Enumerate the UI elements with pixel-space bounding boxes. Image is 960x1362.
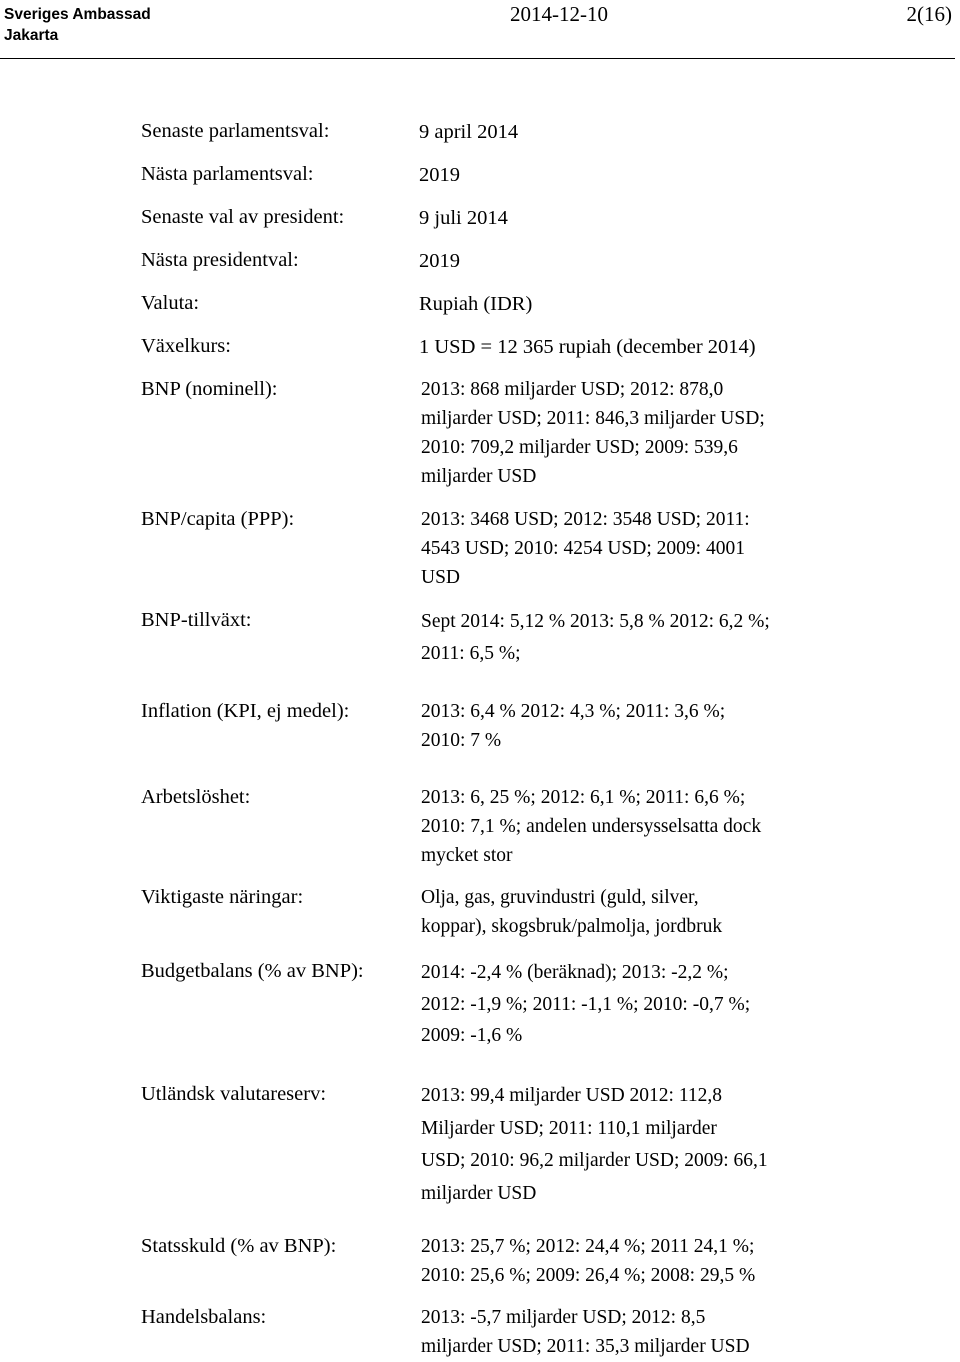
value-line: 2010: 7 % xyxy=(421,730,502,751)
value-line: miljarder USD xyxy=(421,466,537,487)
row-value: 2019 xyxy=(419,250,460,272)
row-value xyxy=(421,1232,755,1290)
page-header xyxy=(0,0,960,58)
row-label: Nästa presidentval: xyxy=(141,249,299,271)
row-value xyxy=(421,697,725,755)
org-line-1: Sveriges Ambassad xyxy=(4,6,151,23)
row-label: Statsskuld (% av BNP): xyxy=(141,1235,337,1257)
row-label: Växelkurs: xyxy=(141,335,231,357)
row-value: Rupiah (IDR) xyxy=(419,293,533,315)
row-label: Handelsbalans: xyxy=(141,1306,267,1328)
row-label: BNP (nominell): xyxy=(141,378,278,400)
row-value: 1 USD = 12 365 rupiah (december 2014) xyxy=(419,336,756,358)
row-value: 9 april 2014 xyxy=(419,121,519,143)
value-line: Sept 2014: 5,12 % 2013: 5,8 % 2012: 6,2 %; xyxy=(421,611,770,632)
value-line: 4543 USD; 2010: 4254 USD; 2009: 4001 xyxy=(421,538,745,559)
row-value xyxy=(421,1303,750,1361)
value-line: 2013: 868 miljarder USD; 2012: 878,0 xyxy=(421,379,724,400)
row-value xyxy=(421,375,765,491)
value-line: 2013: -5,7 miljarder USD; 2012: 8,5 xyxy=(421,1307,706,1328)
row-label: BNP-tillväxt: xyxy=(141,609,252,631)
value-line: Miljarder USD; 2011: 110,1 miljarder xyxy=(421,1117,717,1139)
value-line: 2011: 6,5 %; xyxy=(421,642,521,664)
value-line: miljarder USD; 2011: 35,3 miljarder USD xyxy=(421,1336,750,1357)
row-value xyxy=(421,505,750,592)
row-value: 9 juli 2014 xyxy=(419,207,508,229)
value-line: 2010: 709,2 miljarder USD; 2009: 539,6 xyxy=(421,437,738,458)
row-label: Senaste val av president: xyxy=(141,206,345,228)
header-divider xyxy=(0,58,955,59)
row-value xyxy=(421,883,722,941)
row-label: Senaste parlamentsval: xyxy=(141,120,330,142)
value-line: 2010: 7,1 %; andelen undersysselsatta dock xyxy=(421,816,762,837)
row-label: Valuta: xyxy=(141,292,200,314)
row-label: Nästa parlamentsval: xyxy=(141,163,314,185)
value-line: 2013: 25,7 %; 2012: 24,4 %; 2011 24,1 %; xyxy=(421,1236,755,1257)
row-label: Utländsk valutareserv: xyxy=(141,1083,327,1105)
value-line: 2013: 6, 25 %; 2012: 6,1 %; 2011: 6,6 %; xyxy=(421,787,746,808)
row-value xyxy=(421,606,770,669)
value-line: 2010: 25,6 %; 2009: 26,4 %; 2008: 29,5 % xyxy=(421,1265,756,1286)
row-label: Arbetslöshet: xyxy=(141,786,251,808)
document-date: 2014-12-10 xyxy=(510,2,608,26)
row-label: BNP/capita (PPP): xyxy=(141,508,295,530)
value-line: mycket stor xyxy=(421,845,513,866)
row-value xyxy=(421,1080,768,1210)
row-label: Budgetbalans (% av BNP): xyxy=(141,960,364,982)
row-value xyxy=(421,957,750,1052)
value-line: 2014: -2,4 % (beräknad); 2013: -2,2 %; xyxy=(421,962,729,983)
value-line: miljarder USD; 2011: 846,3 miljarder USD; xyxy=(421,408,765,429)
value-line: 2013: 99,4 miljarder USD 2012: 112,8 xyxy=(421,1085,722,1106)
value-line: miljarder USD xyxy=(421,1182,537,1204)
row-value xyxy=(421,783,761,870)
value-line: koppar), skogsbruk/palmolja, jordbruk xyxy=(421,916,723,937)
row-label: Viktigaste näringar: xyxy=(141,886,304,908)
value-line: USD xyxy=(421,567,461,588)
row-value: 2019 xyxy=(419,164,460,186)
value-line: 2013: 6,4 % 2012: 4,3 %; 2011: 3,6 %; xyxy=(421,701,726,722)
value-line: 2009: -1,6 % xyxy=(421,1025,523,1046)
org-line-2: Jakarta xyxy=(4,27,59,44)
value-line: Olja, gas, gruvindustri (guld, silver, xyxy=(421,887,699,908)
page-number: 2(16) xyxy=(906,2,952,26)
embassy-name xyxy=(4,4,151,46)
value-line: 2013: 3468 USD; 2012: 3548 USD; 2011: xyxy=(421,509,750,530)
value-line: 2012: -1,9 %; 2011: -1,1 %; 2010: -0,7 %; xyxy=(421,993,751,1015)
row-label: Inflation (KPI, ej medel): xyxy=(141,700,350,722)
value-line: USD; 2010: 96,2 miljarder USD; 2009: 66,1 xyxy=(421,1150,768,1171)
